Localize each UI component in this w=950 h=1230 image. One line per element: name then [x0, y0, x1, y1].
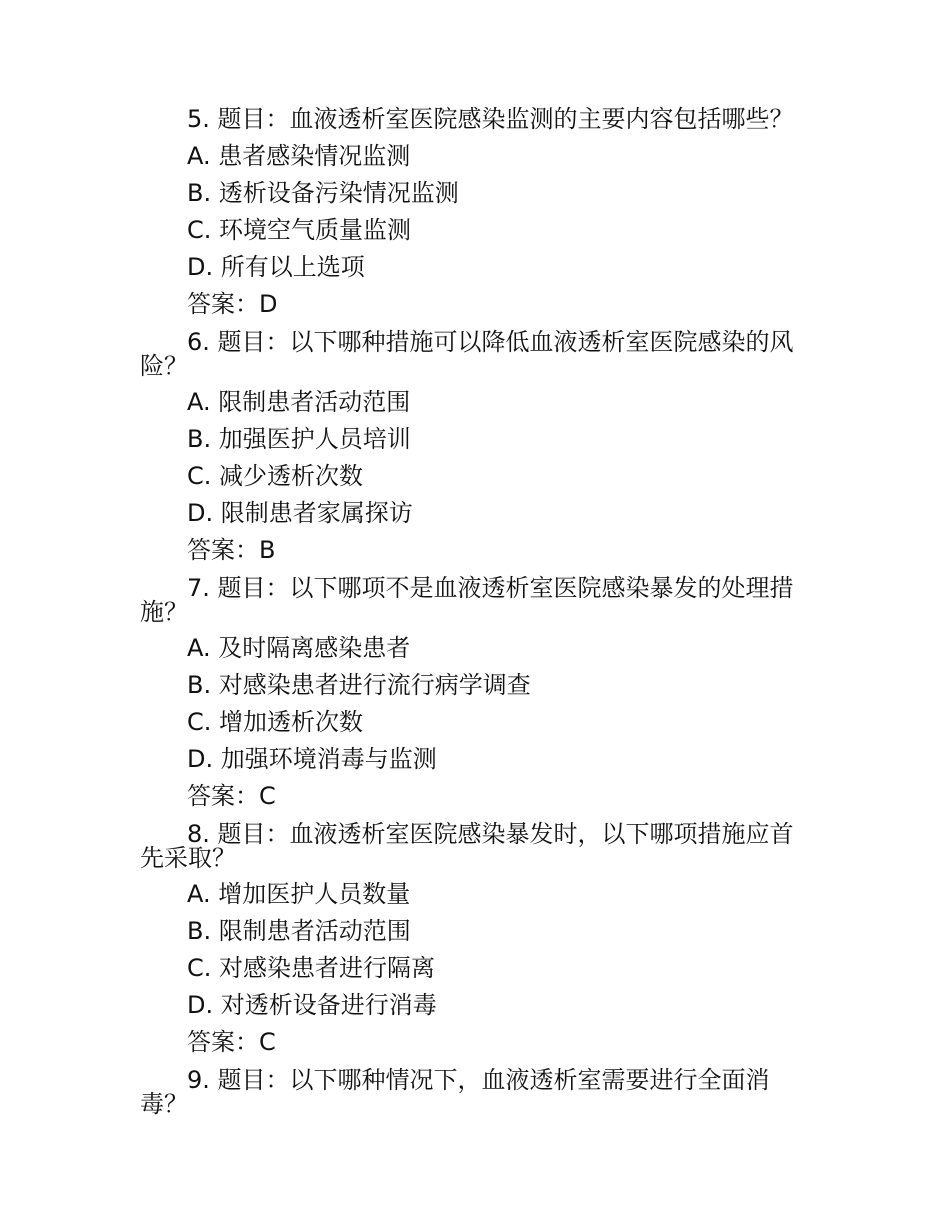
question-stem: 7. 题目：以下哪项不是血液透析室医院感染暴发的处理措施？: [140, 574, 794, 626]
question-stem: 9. 题目：以下哪种情况下，血液透析室需要进行全面消毒？: [140, 1066, 770, 1118]
question-5: [140, 101, 812, 323]
option-d: D. 对透析设备进行消毒: [187, 991, 437, 1019]
answer-line: 答案：C: [187, 1028, 276, 1056]
option-c: C. 增加透析次数: [187, 708, 364, 736]
option-a: A. 及时隔离感染患者: [187, 634, 411, 662]
question-8: [140, 815, 812, 1061]
option-a: A. 限制患者活动范围: [187, 388, 411, 416]
option-b: B. 加强医护人员培训: [187, 425, 411, 453]
option-c: C. 对感染患者进行隔离: [187, 954, 436, 982]
option-d: D. 限制患者家属探访: [187, 499, 413, 527]
option-a: A. 增加医护人员数量: [187, 880, 411, 908]
option-a: A. 患者感染情况监测: [187, 142, 411, 170]
question-list: [140, 101, 812, 1122]
question-6: [140, 323, 812, 569]
option-d: D. 加强环境消毒与监测: [187, 745, 437, 773]
question-stem: 6. 题目：以下哪种措施可以降低血液透析室医院感染的风险？: [140, 328, 794, 380]
option-d: D. 所有以上选项: [187, 253, 365, 281]
option-c: C. 减少透析次数: [187, 462, 364, 490]
answer-line: 答案：D: [187, 290, 278, 318]
question-7: [140, 569, 812, 815]
option-b: B. 对感染患者进行流行病学调查: [187, 671, 531, 699]
option-b: B. 透析设备污染情况监测: [187, 179, 459, 207]
option-c: C. 环境空气质量监测: [187, 216, 412, 244]
answer-line: 答案：C: [187, 782, 276, 810]
answer-line: 答案：B: [187, 536, 276, 564]
question-stem: 5. 题目：血液透析室医院感染监测的主要内容包括哪些？: [187, 105, 794, 133]
question-9: [140, 1061, 812, 1122]
option-b: B. 限制患者活动范围: [187, 917, 411, 945]
question-stem: 8. 题目：血液透析室医院感染暴发时，以下哪项措施应首先采取？: [140, 820, 794, 872]
